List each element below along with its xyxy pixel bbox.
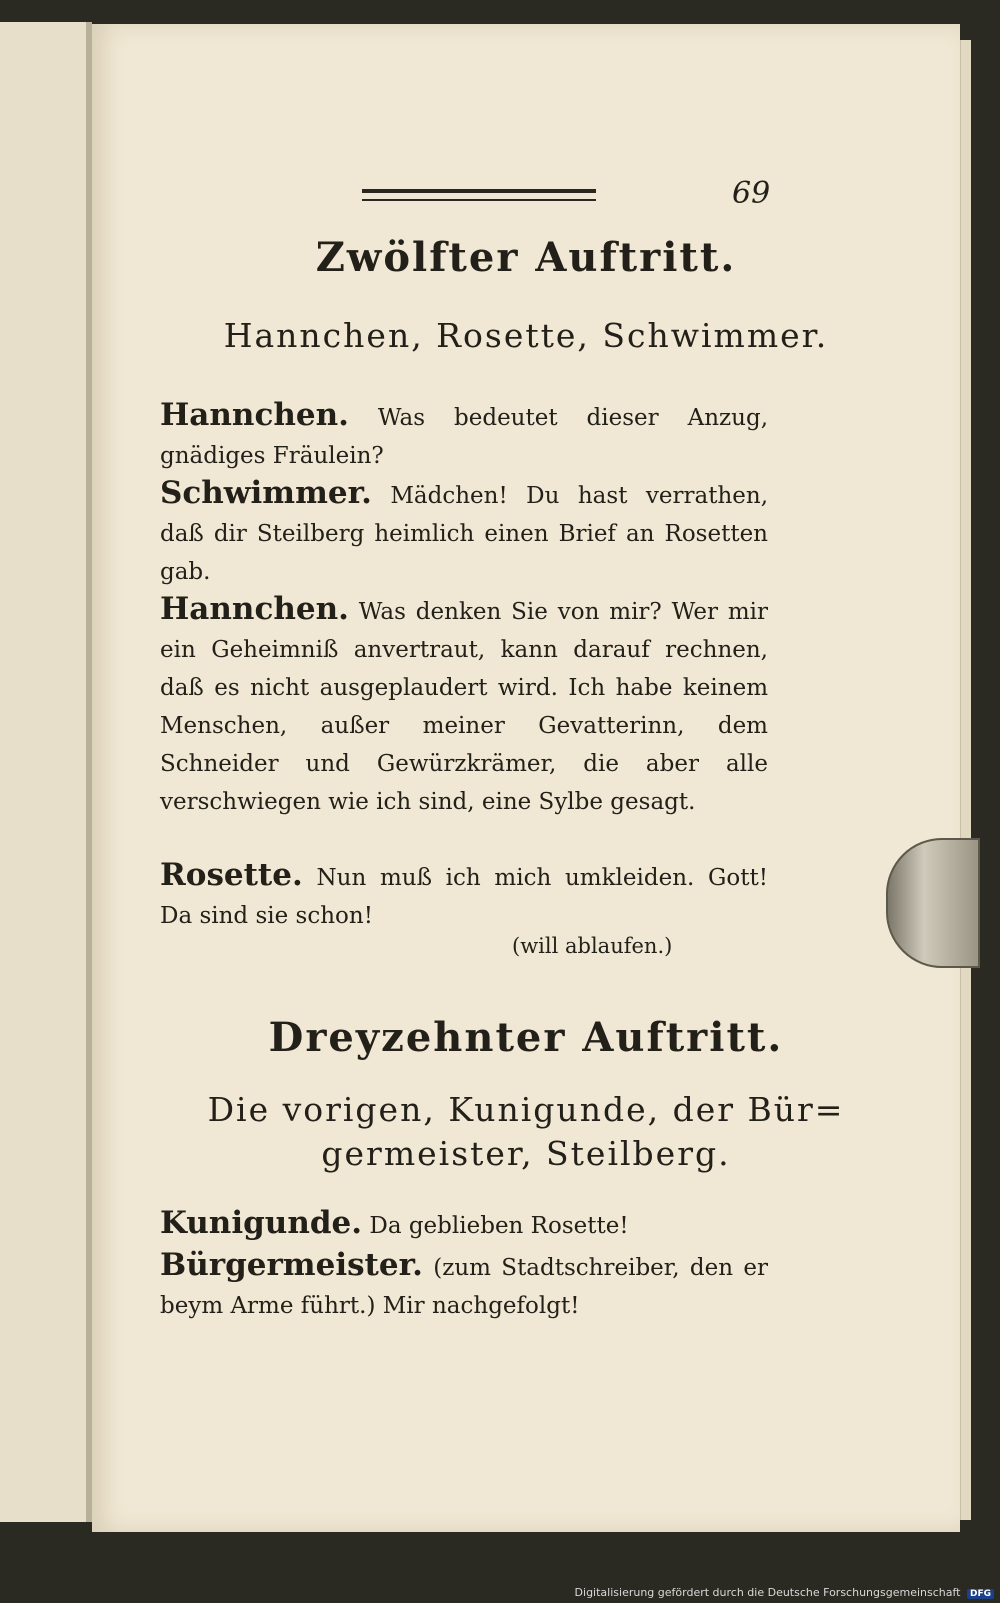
page-edge [960,40,971,1520]
dialogue-line [160,1204,768,1245]
speaker-name: Bürgermeister. [160,1247,423,1283]
line-text: Nun muß ich mich umkleiden. Gott! Da sind sie schon! [160,865,768,929]
scene-13-title: Dreyzehnter Auftritt. [268,1014,784,1061]
speaker-name: Kunigunde. [160,1205,363,1241]
dialogue-line [160,1246,768,1325]
scene-13-characters-line1: Die vorigen, Kunigunde, der Bür= [207,1090,845,1129]
header-rule [362,189,596,201]
page-clip [886,838,980,968]
line-text: Mädchen! Du hast verrathen, daß dir Steilberg heimlich einen Brief an Rosetten gab. [160,483,769,585]
speaker-name: Hannchen. [160,591,349,627]
line-text: (zum Stadtschreiber, den er beym Arme führt.) Mir nachgefolgt! [160,1255,769,1319]
line-text: Was bedeutet dieser Anzug, gnädiges Fräulein? [160,405,769,469]
footer-credit [575,1586,994,1599]
scene-13-characters-line2: germeister, Steilberg. [321,1134,731,1173]
speaker-name: Hannchen. [160,397,349,433]
dialogue-line [160,590,768,821]
left-page [0,22,88,1522]
dialogue-line [160,474,768,591]
scene-12-characters: Hannchen, Rosette, Schwimmer. [223,316,829,355]
page-number: 69 [732,176,771,211]
stage-direction: (will ablaufen.) [512,934,673,958]
speaker-name: Rosette. [160,857,303,893]
book-page [92,24,960,1532]
line-text: Was denken Sie von mir? Wer mir ein Geheimniß anvertraut, kann darauf rechnen, daß es nicht ausgeplaudert wird. Ich habe keinem Menschen, außer meiner Gevatterinn, dem Schneider und Gewürzkrämer, die aber alle verschwiegen wie ich sind, eine Sylbe gesagt. [160,599,768,815]
dialogue-line [160,856,768,935]
line-text: Da geblieben Rosette! [369,1213,629,1239]
dfg-logo-icon: DFG [967,1589,994,1599]
credit-text: Digitalisierung gefördert durch die Deutsche Forschungsgemeinschaft [574,1586,961,1599]
dialogue-line [160,396,768,475]
speaker-name: Schwimmer. [160,475,372,511]
scene-12-title: Zwölfter Auftritt. [315,234,737,281]
page-content [92,24,960,1532]
